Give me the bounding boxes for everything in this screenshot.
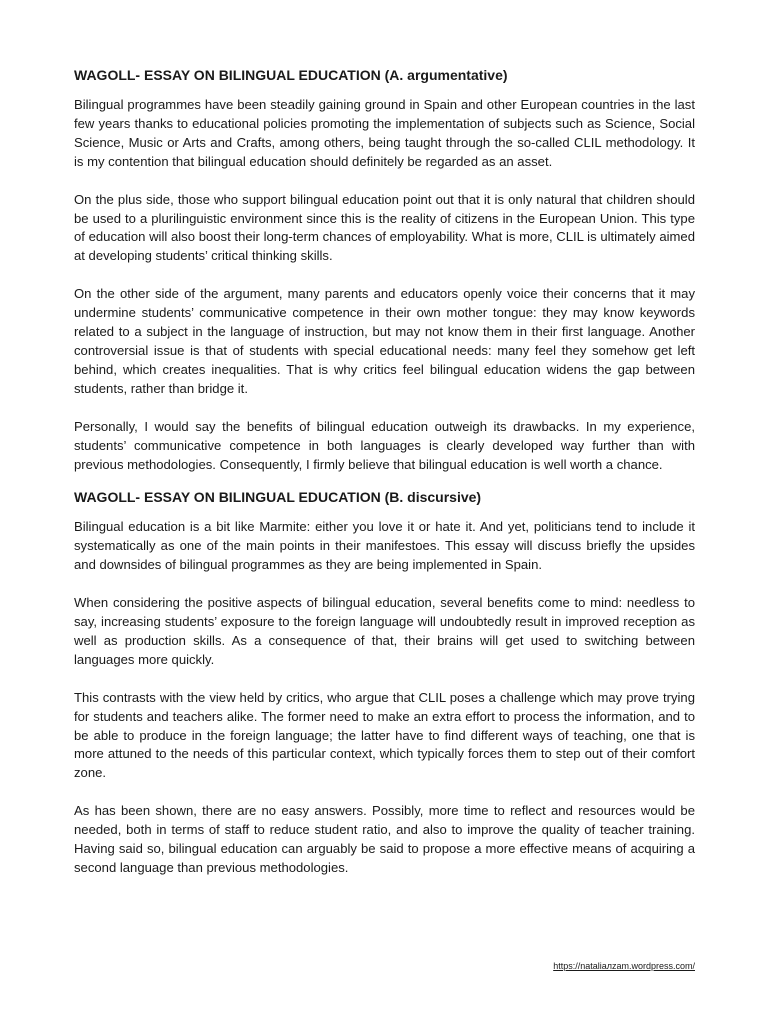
essay-a-title: WAGOLL- ESSAY ON BILINGUAL EDUCATION (A. argumentative) xyxy=(74,67,508,83)
essay-b-paragraph-3: This contrasts with the view held by critics, who argue that CLIL poses a challenge which may prove trying for students and teachers alike. The former need to make an extra effort to process the information, and to be able to produce in the foreign language; the latter have to find different ways of teaching, one that is more attuned to the needs of this particular context, which typically forces them to step out of their comfort zone. xyxy=(74,689,695,781)
essay-b-paragraph-1: Bilingual education is a bit like Marmite: either you love it or hate it. And yet, politicians tend to include it systematically as one of the main points in their manifestoes. This essay will discuss briefly the upsides and downsides of bilingual programmes as they are being implemented in Spain. xyxy=(74,519,695,573)
essay-a-paragraph-4: Personally, I would say the benefits of bilingual education outweigh its drawbacks. In my experience, students’ communicative competence in both languages is clearly developed way further than with previous methodologies. Consequently, I firmly believe that bilingual education is well worth a chance. xyxy=(74,418,695,472)
essay-a-paragraph-1: Bilingual programmes have been steadily gaining ground in Spain and other European countries in the last few years thanks to educational policies promoting the implementation of subjects such as Science, Social Science, Music or Arts and Crafts, among others, being taught through the so-called CLIL methodology. It is my contention that bilingual education should definitely be regarded as an asset. xyxy=(74,97,695,169)
essay-b-paragraph-4: As has been shown, there are no easy answers. Possibly, more time to reflect and resources would be needed, both in terms of staff to reduce student ratio, and also to improve the quality of teacher training. Having said so, bilingual education can arguably be said to propose a more effective means of acquiring a second language than previous methodologies. xyxy=(74,803,695,875)
essay-b-paragraph-2: When considering the positive aspects of bilingual education, several benefits come to mind: needless to say, increasing students’ exposure to the foreign language will undoubtedly result in improved reception as well as production skills. As a consequence of that, their brains will get used to switching between languages more quickly. xyxy=(74,595,695,667)
document-page xyxy=(74,66,695,897)
essay-b-title: WAGOLL- ESSAY ON BILINGUAL EDUCATION (B. discursive) xyxy=(74,489,482,506)
essay-a-paragraph-2: On the plus side, those who support bilingual education point out that it is only natural that children should be used to a plurilinguistic environment since this is the reality of citizens in the European Union. This type of education will also boost their long-term chances of employability. What is more, CLIL is ultimately aimed at developing students’ critical thinking skills. xyxy=(74,191,695,264)
source-link[interactable]: https://nataliaлzam.wordpress.com/ xyxy=(553,961,695,971)
essay-a-paragraph-3: On the other side of the argument, many parents and educators openly voice their concerns that it may undermine students’ communicative competence in their own mother tongue: they may know keywords related to a subject in the language of instruction, but may not know them in their first language. Another controversial issue is that of students with special educational needs: many feel they somehow get left behind, which creates inequalities. That is why critics feel bilingual education widens the gap between students, rather than bridge it. xyxy=(74,286,695,396)
